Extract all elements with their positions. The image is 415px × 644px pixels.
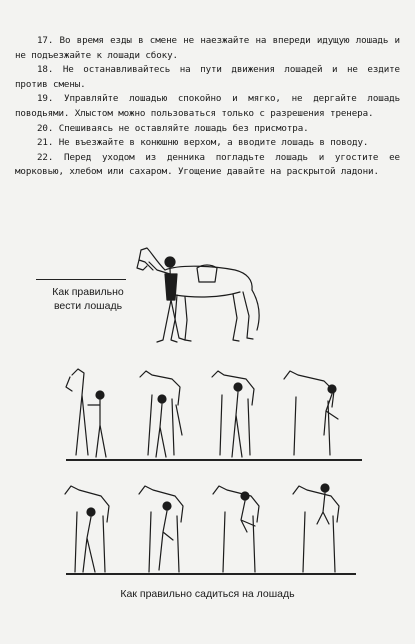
rule-20: 20. Спешиваясь не оставляйте лошадь без присмотра.	[37, 122, 309, 134]
ground-line-2	[66, 573, 356, 575]
leading-horse-illustration	[135, 240, 270, 350]
rule-19: 19. Управляйте лошадью спокойно и мягко, не дергайте лошадь поводьями. Хлыстом можно пользоваться только с разрешения тренера.	[15, 93, 400, 119]
rule-22: 22. Перед уходом из денника погладьте лошадь и угостите ее морковью, хлебом или сахаром. Угощение давайте на раскрытой ладони.	[15, 151, 400, 178]
caption-mount-horse: Как правильно садиться на лошадь	[120, 588, 295, 600]
ground-line-1	[66, 459, 362, 461]
rule-17: 17. Во время езды в смене не наезжайте на впереди идущую лошадь и не подъезжайте к лошади сбоку.	[15, 35, 400, 61]
rule-18: 18. Не останавливайтесь на пути движения лошадей и не ездите против смены.	[15, 64, 400, 90]
mounting-sequence-row-1	[62, 365, 362, 465]
caption-line	[36, 279, 126, 280]
mounting-sequence-row-2	[55, 480, 365, 580]
rule-21: 21. Не въезжайте в конюшню верхом, а вводите лошадь в поводу.	[37, 137, 369, 149]
caption-lead-horse: Как правильно вести лошадь	[52, 286, 124, 312]
rules-list	[15, 34, 400, 180]
